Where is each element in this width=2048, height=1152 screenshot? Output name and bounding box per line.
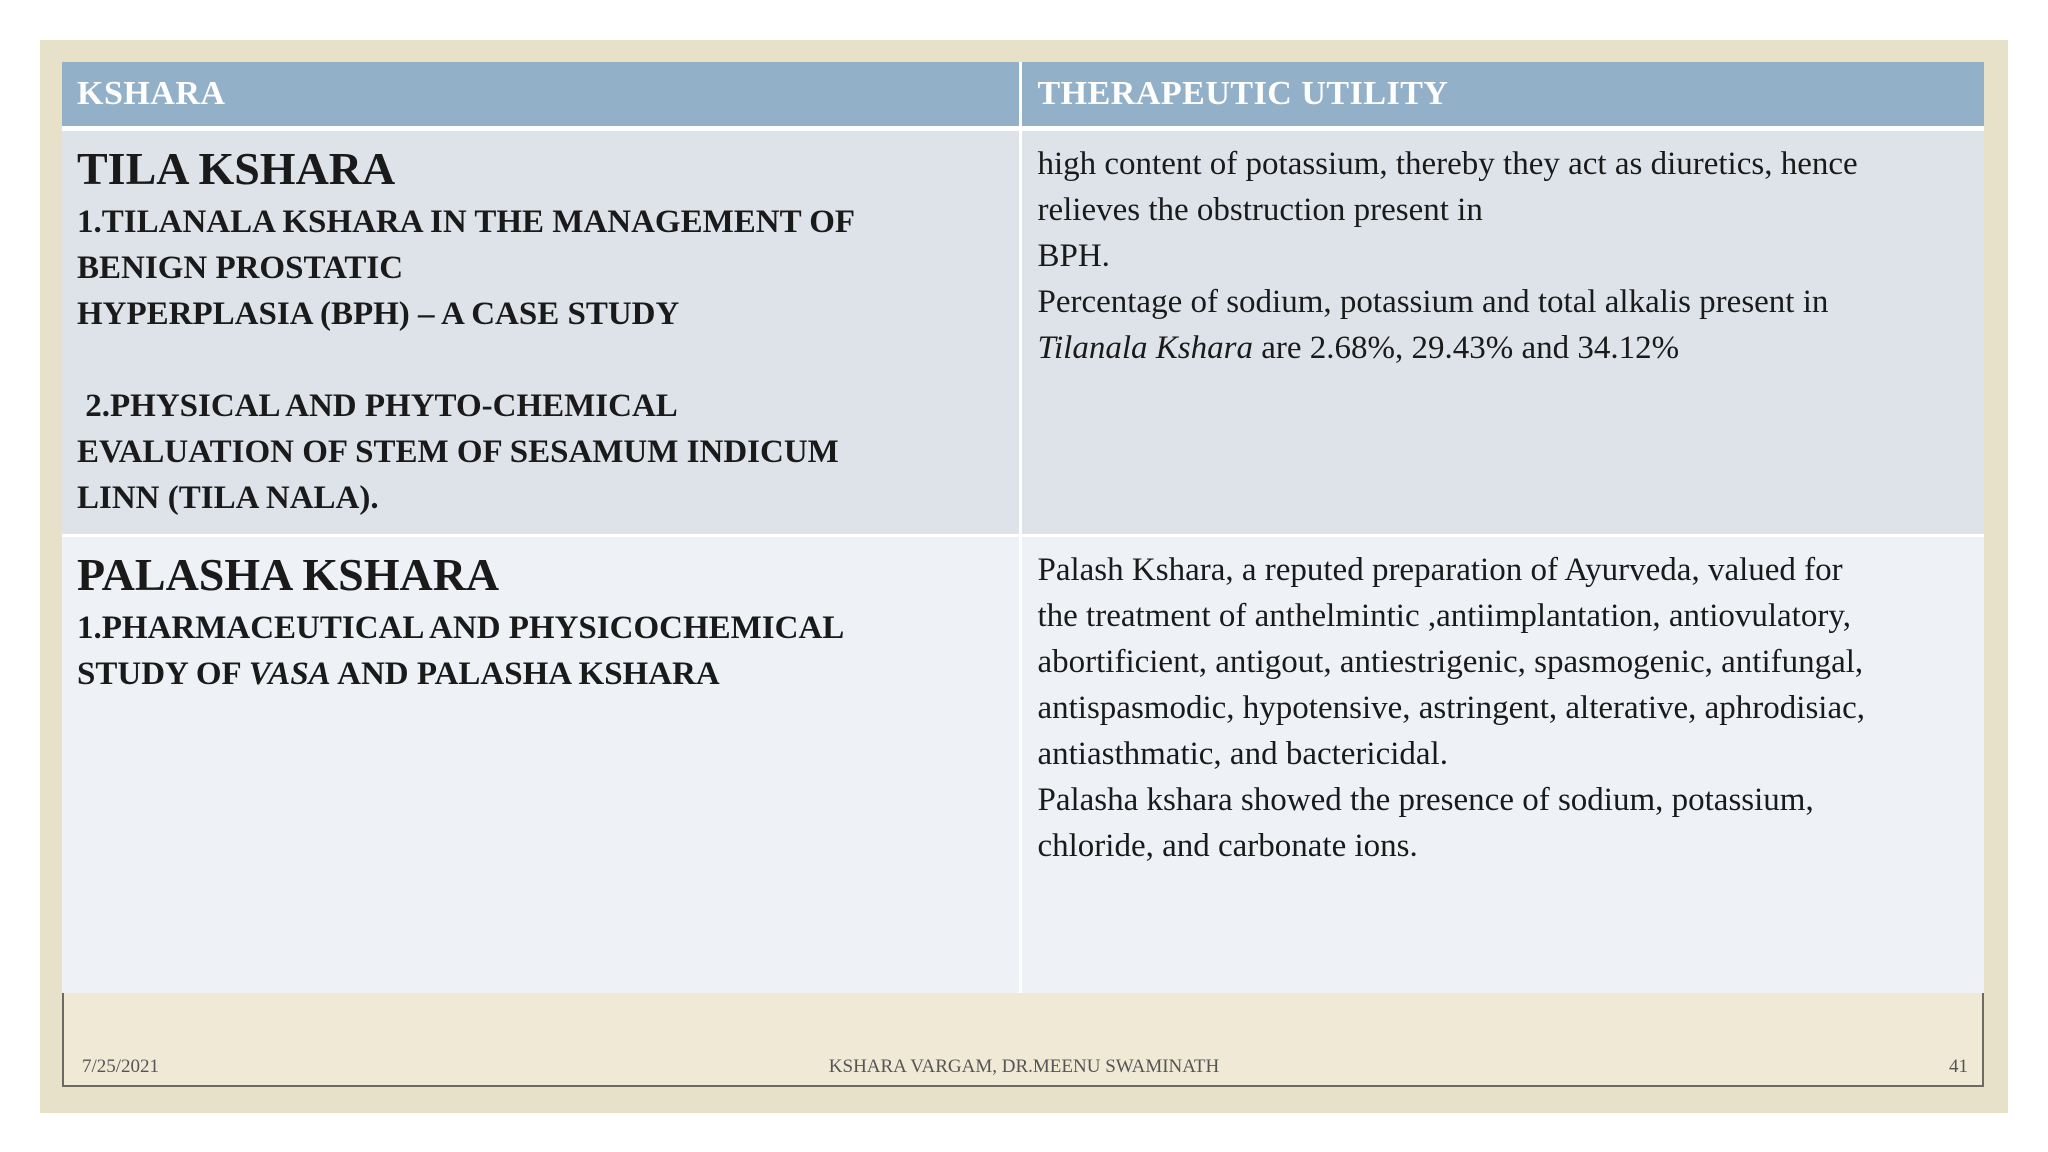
utility-line: antiasthmatic, and bactericidal. <box>1037 736 1448 772</box>
utility-cell <box>1021 536 1984 993</box>
column-header-therapeutic-utility: THERAPEUTIC UTILITY <box>1021 62 1984 129</box>
study-title-line: 2.PHYSICAL AND PHYTO-CHEMICAL <box>77 388 678 424</box>
kshara-cell <box>62 129 1021 536</box>
utility-line: chloride, and carbonate ions. <box>1037 828 1418 864</box>
footer-title: KSHARA VARGAM, DR.MEENU SWAMINATH <box>828 1056 1220 1077</box>
utility-line: high content of potassium, thereby they act as diuretics, hence <box>1037 146 1858 182</box>
utility-line: relieves the obstruction present in <box>1037 192 1483 228</box>
study-title-line <box>77 651 1004 697</box>
study-title-line: EVALUATION OF STEM OF SESAMUM INDICUM <box>77 434 839 470</box>
study-title-italic: VASA <box>248 656 331 692</box>
table-row <box>62 129 1984 536</box>
study-title-line: 1.PHARMACEUTICAL AND PHYSICOCHEMICAL <box>77 610 845 646</box>
study-title-line: LINN (TILA NALA). <box>77 480 379 516</box>
utility-line: the treatment of anthelmintic ,antiimplantation, antiovulatory, <box>1037 598 1851 634</box>
table-header-row <box>62 62 1984 129</box>
table-row <box>62 536 1984 993</box>
footer-date: 7/25/2021 <box>82 1056 160 1077</box>
utility-line: antispasmodic, hypotensive, astringent, alterative, aphrodisiac, <box>1037 690 1865 726</box>
kshara-name: PALASHA KSHARA <box>77 549 500 600</box>
kshara-table <box>62 62 1984 993</box>
utility-cell <box>1021 129 1984 536</box>
utility-line: abortificient, antigout, antiestrigenic, spasmogenic, antifungal, <box>1037 644 1864 680</box>
study-title-line: BENIGN PROSTATIC <box>77 250 404 286</box>
study-title-line: 1.TILANALA KSHARA IN THE MANAGEMENT OF <box>77 204 856 240</box>
study-title-line: HYPERPLASIA (BPH) – A CASE STUDY <box>77 296 680 332</box>
utility-line: BPH. <box>1037 238 1110 274</box>
utility-line <box>1037 325 1969 371</box>
utility-line: Percentage of sodium, potassium and total alkalis present in <box>1037 284 1829 320</box>
utility-percentages: are 2.68%, 29.43% and 34.12% <box>1252 330 1680 366</box>
utility-line: Palash Kshara, a reputed preparation of Ayurveda, valued for <box>1037 552 1843 588</box>
study-title-prefix: STUDY OF <box>77 656 249 692</box>
kshara-name: TILA KSHARA <box>77 143 396 194</box>
kshara-cell <box>62 536 1021 993</box>
footer-page-number: 41 <box>1949 1056 1968 1077</box>
study-title-suffix: AND PALASHA KSHARA <box>330 656 720 692</box>
utility-line: Palasha kshara showed the presence of sodium, potassium, <box>1037 782 1814 818</box>
italic-kshara-name: Tilanala Kshara <box>1037 330 1253 366</box>
column-header-kshara: KSHARA <box>62 62 1021 129</box>
